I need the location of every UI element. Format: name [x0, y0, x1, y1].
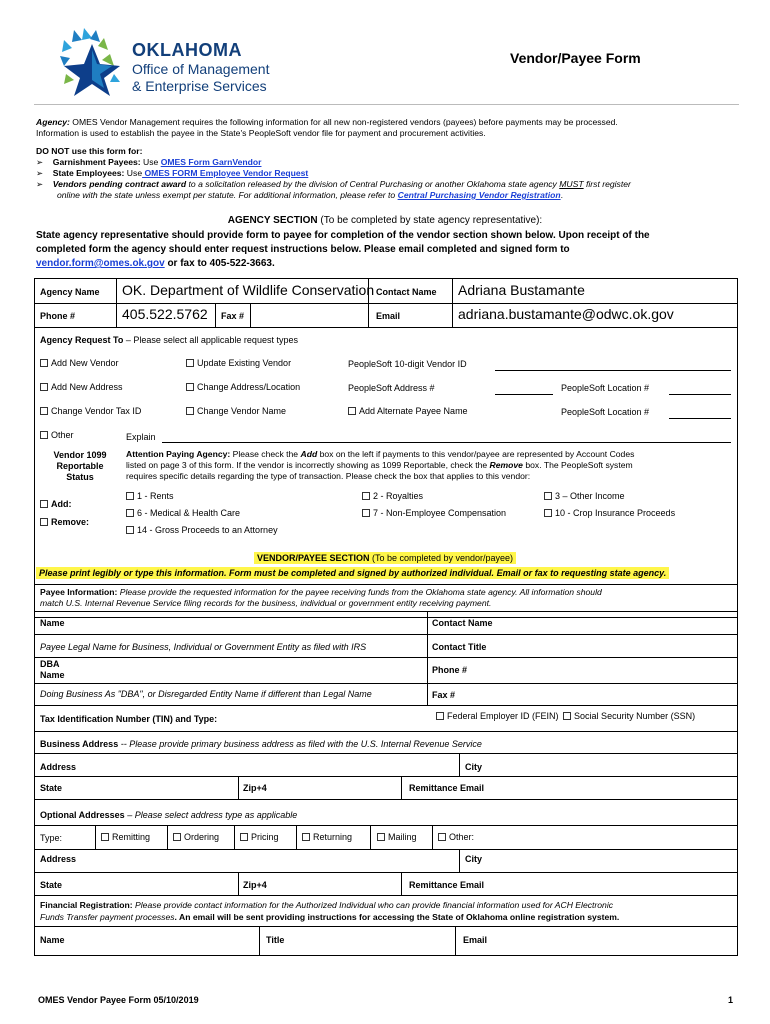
fax-label: Fax #: [221, 311, 245, 321]
agency-name-field[interactable]: OK. Department of Wildlife Conservation: [122, 282, 375, 298]
vendor-registration-link[interactable]: Central Purchasing Vendor Registration: [397, 190, 561, 200]
checkbox[interactable]: [362, 492, 370, 500]
remit-email-field[interactable]: [496, 778, 735, 797]
email-label: Email: [376, 311, 401, 321]
opt-remit-email-label: Remittance Email: [409, 880, 485, 890]
type-option-label: Returning: [313, 832, 353, 842]
dba-label-2: Name: [40, 670, 65, 680]
opt-city-label: City: [465, 854, 483, 864]
type-option-label: Remitting: [112, 832, 151, 842]
intro-agency: [36, 117, 746, 139]
opt-address-label: Address: [40, 854, 77, 864]
fin-name-label: Name: [40, 935, 65, 945]
checkbox[interactable]: [544, 492, 552, 500]
vendor-instruction: [36, 568, 736, 578]
city-label: City: [465, 762, 483, 772]
ps-vendor-id-label: PeopleSoft 10-digit Vendor ID: [348, 359, 467, 369]
status-title: [40, 450, 120, 483]
fin-text-2a: Funds Transfer payment processes: [40, 912, 175, 922]
opt-label: Add New Vendor: [51, 358, 119, 368]
footer-form-id: OMES Vendor Payee Form 05/10/2019: [38, 995, 199, 1005]
checkbox[interactable]: [186, 359, 194, 367]
opt-update-vendor[interactable]: [186, 358, 291, 368]
agency-name-label: Agency Name: [40, 287, 100, 297]
b2-text: Use: [124, 168, 143, 178]
checkbox[interactable]: [173, 833, 181, 841]
agency-text: OMES Vendor Management requires the following information for all new non-registered vendors (payees) before payments may be processed.: [69, 117, 618, 127]
bullet-contract-line2: [36, 190, 746, 201]
opt-zip-field[interactable]: [272, 874, 399, 893]
request-label: Agency Request To: [40, 335, 124, 345]
add-label: Add:: [51, 499, 72, 509]
tin-field[interactable]: [256, 708, 426, 728]
garnvendor-link[interactable]: OMES Form GarnVendor: [160, 157, 262, 167]
header-rule: [34, 104, 739, 105]
contact-name-field[interactable]: Adriana Bustamante: [458, 282, 585, 298]
code-label: 7 - Non-Employee Compensation: [373, 508, 507, 518]
logo-line-3: & Enterprise Services: [132, 78, 267, 94]
opt-state-field[interactable]: [70, 874, 236, 893]
checkbox[interactable]: [40, 407, 48, 415]
opt-change-tax-id[interactable]: [40, 406, 141, 416]
ps-address-label: PeopleSoft Address #: [348, 383, 435, 393]
vendor-form-email-link[interactable]: vendor.form@omes.ok.gov: [36, 258, 165, 269]
state-field[interactable]: [70, 778, 236, 797]
zip-field[interactable]: [272, 778, 399, 797]
fin-text: Please provide contact information for the Authorized Individual who can provide financial information used for ACH Electronic: [132, 900, 614, 910]
type-option-label: Mailing: [388, 832, 417, 842]
ps-vendor-id-line[interactable]: [495, 370, 731, 371]
checkbox[interactable]: [377, 833, 385, 841]
vendor-contact-name-label: Contact Name: [432, 618, 493, 628]
b3-text2: first register: [583, 179, 631, 189]
opt-remit-email-field[interactable]: [496, 874, 735, 893]
ssn-label: Social Security Number (SSN): [574, 711, 696, 721]
checkbox[interactable]: [186, 407, 194, 415]
city-field[interactable]: [490, 755, 735, 774]
opt-add-address[interactable]: [40, 382, 123, 392]
fin-name-field[interactable]: [72, 928, 257, 954]
logo-line-1: OKLAHOMA: [132, 40, 242, 60]
logo: [56, 26, 306, 98]
vendor-section-title: VENDOR/PAYEE SECTION: [256, 553, 370, 563]
type-option-label: Other:: [449, 832, 475, 842]
tin-type: [436, 711, 695, 721]
opt-label: Add Alternate Payee Name: [359, 406, 468, 416]
checkbox[interactable]: [362, 509, 370, 517]
code-14-attorney[interactable]: [126, 525, 278, 535]
code-1-rents[interactable]: [126, 491, 174, 501]
address-label: Address: [40, 762, 77, 772]
agency-instr-1: State agency representative should provide form to payee for completion of the vendor section shown below. Upon receipt of the: [36, 230, 650, 241]
opt-address-field[interactable]: [84, 851, 456, 870]
code-2-royalties[interactable]: [362, 491, 423, 501]
attn-1: Please check the: [230, 449, 301, 459]
b3-text: to a solicitation released by the division of Central Purchasing or another Oklahoma state agency: [186, 179, 560, 189]
payee-info-label: Payee Information:: [40, 587, 118, 597]
opt-city-field[interactable]: [490, 851, 735, 870]
type-ordering[interactable]: [173, 832, 219, 842]
dba-name-field[interactable]: [74, 660, 424, 681]
fin-title-label: Title: [266, 935, 285, 945]
opt-state-label: State: [40, 880, 63, 890]
b3-end: .: [560, 190, 563, 200]
checkbox[interactable]: [240, 833, 248, 841]
ps-location-label: PeopleSoft Location #: [561, 383, 650, 393]
type-mailing[interactable]: [377, 832, 417, 842]
b3-label: Vendors pending contract award: [52, 179, 187, 189]
contact-name-label: Contact Name: [376, 287, 437, 297]
checkbox[interactable]: [126, 526, 134, 534]
oklahoma-star-logo-icon: [56, 26, 128, 98]
opt-label: Add New Address: [51, 382, 123, 392]
fin-email-label: Email: [463, 935, 488, 945]
vendor-section-note: (To be completed by vendor/payee): [369, 553, 514, 563]
ps-address-line[interactable]: [495, 394, 553, 395]
logo-line-2: Office of Management: [132, 61, 270, 77]
opt-label: Change Address/Location: [197, 382, 301, 392]
checkbox[interactable]: [40, 500, 48, 508]
vendor-instruction-text: Please print legibly or type this information. Form must be completed and signed by authorized individual. Email or fax to requesting state agency.: [36, 567, 669, 579]
dba-note: Doing Business As "DBA", or Disregarded Entity Name if different than Legal Name: [40, 689, 372, 699]
request-note: – Please select all applicable request types: [123, 335, 298, 345]
fax-text: or fax to 405-522-3663.: [164, 258, 275, 269]
opt-addr-note: – Please select address type as applicable: [124, 810, 298, 820]
opt-change-vendor-name[interactable]: [186, 406, 286, 416]
b2-label: State Employees:: [52, 168, 125, 178]
opt-label: Other: [51, 430, 74, 440]
address-field[interactable]: [84, 755, 456, 774]
bullet-garnishment: ➢ Garnishment Payees: Use OMES Form GarnVendor: [36, 157, 262, 167]
attn-line3: requires specific details regarding the type of transaction. Please check the box that applies to this vendor:: [126, 471, 531, 481]
bullet-employees: ➢ State Employees: Use OMES FORM Employee Vendor Request: [36, 168, 309, 178]
agency-text-2: Information is used to establish the payee in the State's PeopleSoft vendor file for payment and procurement activities.: [36, 128, 486, 138]
b3-line2: online with the state unless exempt per statute. For additional information, please refer to: [57, 190, 398, 200]
opt-change-address[interactable]: [186, 382, 300, 392]
vendor-section-heading: [0, 553, 770, 563]
vendor-contact-name-field[interactable]: [505, 613, 735, 632]
checkbox[interactable]: [544, 509, 552, 517]
attn-2: box on the left if payments to this vendor/payee are represented by Account Codes: [317, 449, 635, 459]
donot-heading: DO NOT use this form for:: [36, 146, 143, 156]
state-label: State: [40, 783, 63, 793]
attention-paragraph: [126, 449, 736, 482]
attn-label: Attention Paying Agency:: [126, 449, 231, 459]
code-label: 1 - Rents: [137, 491, 174, 501]
checkbox[interactable]: [126, 492, 134, 500]
type-option-label: Pricing: [251, 832, 279, 842]
checkbox[interactable]: [40, 359, 48, 367]
fin-title-field[interactable]: [292, 928, 452, 954]
code-3-other[interactable]: [544, 491, 625, 501]
checkbox[interactable]: [40, 431, 48, 439]
vendor-name-field[interactable]: [74, 613, 424, 632]
opt-alternate-payee[interactable]: [348, 406, 468, 416]
zip-label: Zip+4: [243, 783, 267, 793]
ssn-checkbox[interactable]: [563, 712, 571, 720]
opt-label: Change Vendor Tax ID: [51, 406, 142, 416]
type-label: Type:: [40, 833, 63, 843]
code-10-crop[interactable]: [544, 508, 675, 518]
code-label: 3 – Other Income: [555, 491, 625, 501]
fin-email-field[interactable]: [494, 928, 735, 954]
donot-list: [36, 157, 746, 201]
biz-addr-label: Business Address: [40, 739, 119, 749]
type-other[interactable]: [438, 832, 474, 842]
checkbox[interactable]: [40, 383, 48, 391]
checkbox[interactable]: [101, 833, 109, 841]
status-title-1: Vendor 1099: [53, 450, 107, 460]
checkbox[interactable]: [186, 383, 194, 391]
explain-label: Explain: [126, 432, 156, 442]
bullet-contract: ➢ Vendors pending contract award to a solicitation released by the division of Central Purchasing or another Oklahoma state agency MUST first register: [36, 179, 631, 189]
page-number: 1: [728, 995, 734, 1005]
ps-location-label-2: PeopleSoft Location #: [561, 407, 650, 417]
ps-location-line[interactable]: [669, 394, 731, 395]
checkbox[interactable]: [348, 407, 356, 415]
attn-remove: Remove: [489, 460, 523, 470]
vendor-phone-field[interactable]: [474, 660, 735, 681]
code-label: 10 - Crop Insurance Proceeds: [555, 508, 676, 518]
code-label: 14 - Gross Proceeds to an Attorney: [137, 525, 278, 535]
checkbox[interactable]: [302, 833, 310, 841]
type-option-label: Ordering: [184, 832, 220, 842]
payee-info-text-2: match U.S. Internal Revenue Service filing records for the business, individual or government entity receiving payment.: [40, 598, 492, 608]
b3-must: MUST: [559, 179, 584, 189]
vendor-phone-label: Phone #: [432, 665, 468, 675]
ps-location-line-2[interactable]: [669, 418, 731, 419]
opt-addr-label: Optional Addresses: [40, 810, 125, 820]
fax-field[interactable]: [252, 305, 366, 325]
code-6-medical[interactable]: [126, 508, 240, 518]
type-returning[interactable]: [302, 832, 352, 842]
phone-label: Phone #: [40, 311, 76, 321]
tin-label: Tax Identification Number (TIN) and Type:: [40, 714, 218, 724]
status-title-3: Status: [66, 472, 94, 482]
vendor-fax-label: Fax #: [432, 690, 456, 700]
page-title: Vendor/Payee Form: [510, 50, 641, 66]
remove-1099[interactable]: [40, 517, 89, 527]
remit-email-label: Remittance Email: [409, 783, 485, 793]
dba-label-1: DBA: [40, 659, 60, 669]
b1-label: Garnishment Payees:: [52, 157, 141, 167]
agency-section-instructions: [36, 229, 746, 271]
contact-title-field[interactable]: [498, 637, 735, 656]
fin-label: Financial Registration:: [40, 900, 133, 910]
opt-other[interactable]: [40, 430, 74, 440]
type-pricing[interactable]: [240, 832, 279, 842]
agency-request-line: [40, 335, 298, 345]
payee-legal-note: Payee Legal Name for Business, Individual or Government Entity as filed with IRS: [40, 642, 367, 652]
checkbox[interactable]: [126, 509, 134, 517]
opt-add-vendor[interactable]: [40, 358, 119, 368]
employee-vendor-link[interactable]: OMES FORM Employee Vendor Request: [142, 168, 309, 178]
optional-addresses-heading: [40, 810, 297, 820]
opt-label: Change Vendor Name: [197, 406, 287, 416]
dba-label: [40, 659, 65, 681]
status-title-2: Reportable: [56, 461, 104, 471]
code-7-nonemployee[interactable]: [362, 508, 506, 518]
agency-section-note: (To be completed by state agency representative):: [317, 215, 543, 226]
agency-label: Agency:: [36, 117, 70, 127]
biz-addr-note: -- Please provide primary business address as filed with the U.S. Internal Revenue Service: [118, 739, 482, 749]
fein-checkbox[interactable]: [436, 712, 444, 720]
code-label: 2 - Royalties: [373, 491, 424, 501]
fein-label: Federal Employer ID (FEIN): [447, 711, 559, 721]
email-field[interactable]: adriana.bustamante@odwc.ok.gov: [458, 306, 674, 322]
type-remitting[interactable]: [101, 832, 150, 842]
payee-info: [40, 587, 730, 609]
checkbox[interactable]: [438, 833, 446, 841]
business-address-heading: [40, 739, 482, 749]
attn-line2b: box. The PeopleSoft system: [522, 460, 633, 470]
vendor-fax-field[interactable]: [464, 686, 735, 704]
b1-text: Use: [140, 157, 161, 167]
fin-text-2b: . An email will be sent providing instructions for accessing the State of Oklahoma online registration system.: [174, 912, 620, 922]
agency-instr-2: completed form the agency should enter request instructions below. Please email completed and signed form to: [36, 244, 570, 255]
opt-zip-label: Zip+4: [243, 880, 267, 890]
explain-line[interactable]: [162, 442, 731, 443]
payee-info-text: Please provide the requested information for the payee receiving funds from the Oklahoma state agency. All information should: [117, 587, 602, 597]
attn-add: Add: [300, 449, 318, 459]
vendor-name-label: Name: [40, 618, 65, 628]
phone-field[interactable]: 405.522.5762: [122, 306, 208, 322]
code-label: 6 - Medical & Health Care: [137, 508, 241, 518]
financial-registration: [40, 899, 734, 923]
remove-label: Remove:: [51, 517, 90, 527]
attn-line2a: listed on page 3 of this form. If the vendor is incorrectly showing as 1099 Reportable, check the: [126, 460, 490, 470]
add-1099[interactable]: [40, 499, 72, 509]
agency-section-heading: [0, 215, 770, 226]
checkbox[interactable]: [40, 518, 48, 526]
opt-label: Update Existing Vendor: [197, 358, 292, 368]
agency-section-title: AGENCY SECTION: [227, 215, 318, 226]
agency-instr-3: [36, 257, 746, 271]
contact-title-label: Contact Title: [432, 642, 487, 652]
